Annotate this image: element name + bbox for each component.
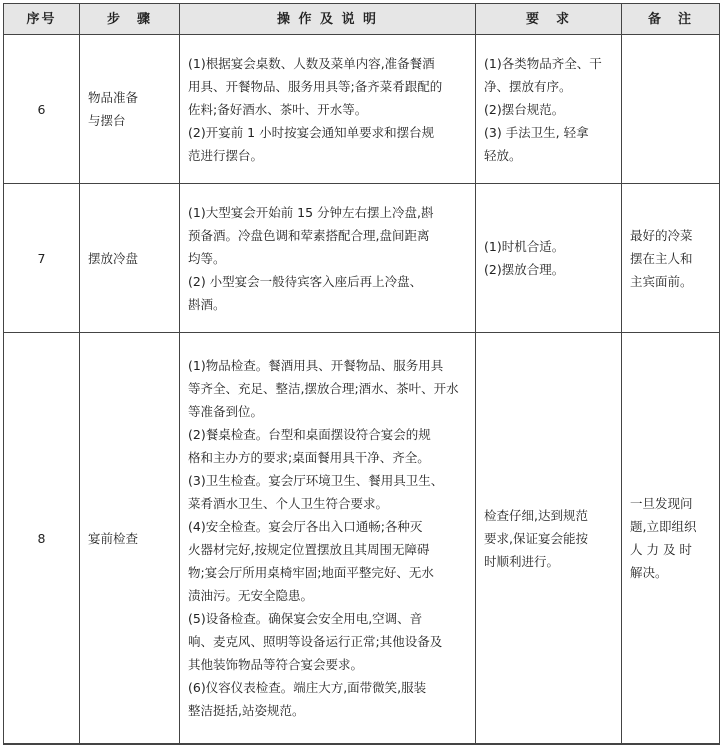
- note-cell: [622, 35, 720, 184]
- ops-line: 物;宴会厅所用桌椅牢固;地面平整完好、无水: [188, 565, 434, 580]
- ops-line: 其他装饰物品等符合宴会要求。: [188, 657, 364, 672]
- req-line: (1)时机合适。: [484, 239, 565, 254]
- table-row: [4, 184, 720, 333]
- header-ops: 操 作 及 说 明: [180, 4, 476, 35]
- ops-line: 火器材完好,按规定位置摆放且其周围无障碍: [188, 542, 430, 557]
- note-line: 最好的冷菜: [630, 227, 693, 243]
- ops-line: 均等。: [188, 250, 226, 266]
- step-cell: [80, 184, 180, 333]
- note-line: 摆在主人和: [630, 250, 693, 266]
- step-line: 与摆台: [88, 113, 126, 128]
- req-cell: [476, 184, 622, 333]
- ops-line: (1)根据宴会桌数、人数及菜单内容,准备餐酒: [188, 55, 435, 71]
- ops-cell: [180, 184, 476, 333]
- procedure-table: [3, 3, 720, 745]
- req-line: (2)摆台规范。: [484, 101, 565, 117]
- ops-line: (2)餐桌检查。台型和桌面摆设符合宴会的规: [188, 427, 431, 442]
- req-line: 净、摆放有序。: [484, 78, 572, 94]
- ops-line: (3)卫生检查。宴会厅环境卫生、餐用具卫生、: [188, 473, 444, 488]
- ops-line: 等齐全、充足、整洁,摆放合理;酒水、茶叶、开水: [188, 381, 459, 396]
- seq-cell: 8: [4, 333, 80, 745]
- note-line: 主宾面前。: [630, 273, 693, 289]
- ops-line: 渍油污。无安全隐患。: [188, 588, 314, 603]
- step-line: 摆放冷盘: [88, 250, 139, 266]
- note-line: 题,立即组织: [630, 519, 697, 534]
- header-step: 步 骤: [80, 4, 180, 35]
- ops-line: (1)大型宴会开始前 15 分钟左右摆上冷盘,斟: [188, 204, 434, 220]
- ops-line: 范进行摆台。: [188, 147, 264, 163]
- step-cell: [80, 333, 180, 745]
- ops-line: 等准备到位。: [188, 404, 264, 419]
- ops-line: 响、麦克风、照明等设备运行正常;其他设备及: [188, 634, 443, 649]
- req-line: 要求,保证宴会能按: [484, 530, 588, 546]
- table-row: [4, 333, 720, 745]
- note-cell: [622, 184, 720, 333]
- req-line: (2)摆放合理。: [484, 262, 565, 277]
- note-line: 解决。: [630, 565, 668, 580]
- ops-line: (5)设备检查。确保宴会安全用电,空调、音: [188, 611, 423, 626]
- ops-line: 格和主办方的要求;桌面餐用具干净、齐全。: [188, 450, 430, 465]
- ops-line: (4)安全检查。宴会厅各出入口通畅;各种灭: [188, 519, 423, 534]
- table-row: [4, 35, 720, 184]
- req-cell: [476, 35, 622, 184]
- header-note: 备 注: [622, 4, 720, 35]
- req-cell: [476, 333, 622, 745]
- seq-cell: 6: [4, 35, 80, 184]
- step-line: 宴前检查: [88, 530, 139, 546]
- ops-cell: [180, 35, 476, 184]
- header-seq: 序号: [4, 4, 80, 35]
- seq-cell: 7: [4, 184, 80, 333]
- ops-line: (2) 小型宴会一般待宾客入座后再上冷盘、: [188, 273, 423, 289]
- ops-line: (1)物品检查。餐酒用具、开餐物品、服务用具: [188, 358, 444, 373]
- ops-line: 斟酒。: [188, 296, 226, 312]
- ops-line: 佐料;备好酒水、茶叶、开水等。: [188, 101, 368, 117]
- step-cell: [80, 35, 180, 184]
- req-line: (3) 手法卫生, 轻拿: [484, 124, 589, 140]
- ops-line: 用具、开餐物品、服务用具等;备齐菜肴跟配的: [188, 78, 443, 94]
- ops-line: 预备酒。冷盘色调和荤素搭配合理,盘间距离: [188, 227, 430, 243]
- req-line: 时顺利进行。: [484, 553, 560, 569]
- note-cell: [622, 333, 720, 745]
- ops-line: (2)开宴前 1 小时按宴会通知单要求和摆台规: [188, 124, 435, 140]
- note-line: 一旦发现问: [630, 496, 693, 511]
- req-line: 轻放。: [484, 147, 522, 163]
- ops-line: (6)仪容仪表检查。端庄大方,面带微笑,服装: [188, 680, 427, 695]
- note-line: 人 力 及 时: [630, 542, 692, 557]
- req-line: 检查仔细,达到规范: [484, 507, 588, 523]
- header-row: [4, 4, 720, 35]
- ops-cell: [180, 333, 476, 745]
- ops-line: 菜肴酒水卫生、个人卫生符合要求。: [188, 496, 389, 511]
- req-line: (1)各类物品齐全、干: [484, 55, 602, 71]
- ops-line: 整洁挺括,站姿规范。: [188, 703, 305, 718]
- step-line: 物品准备: [88, 90, 139, 105]
- header-req: 要 求: [476, 4, 622, 35]
